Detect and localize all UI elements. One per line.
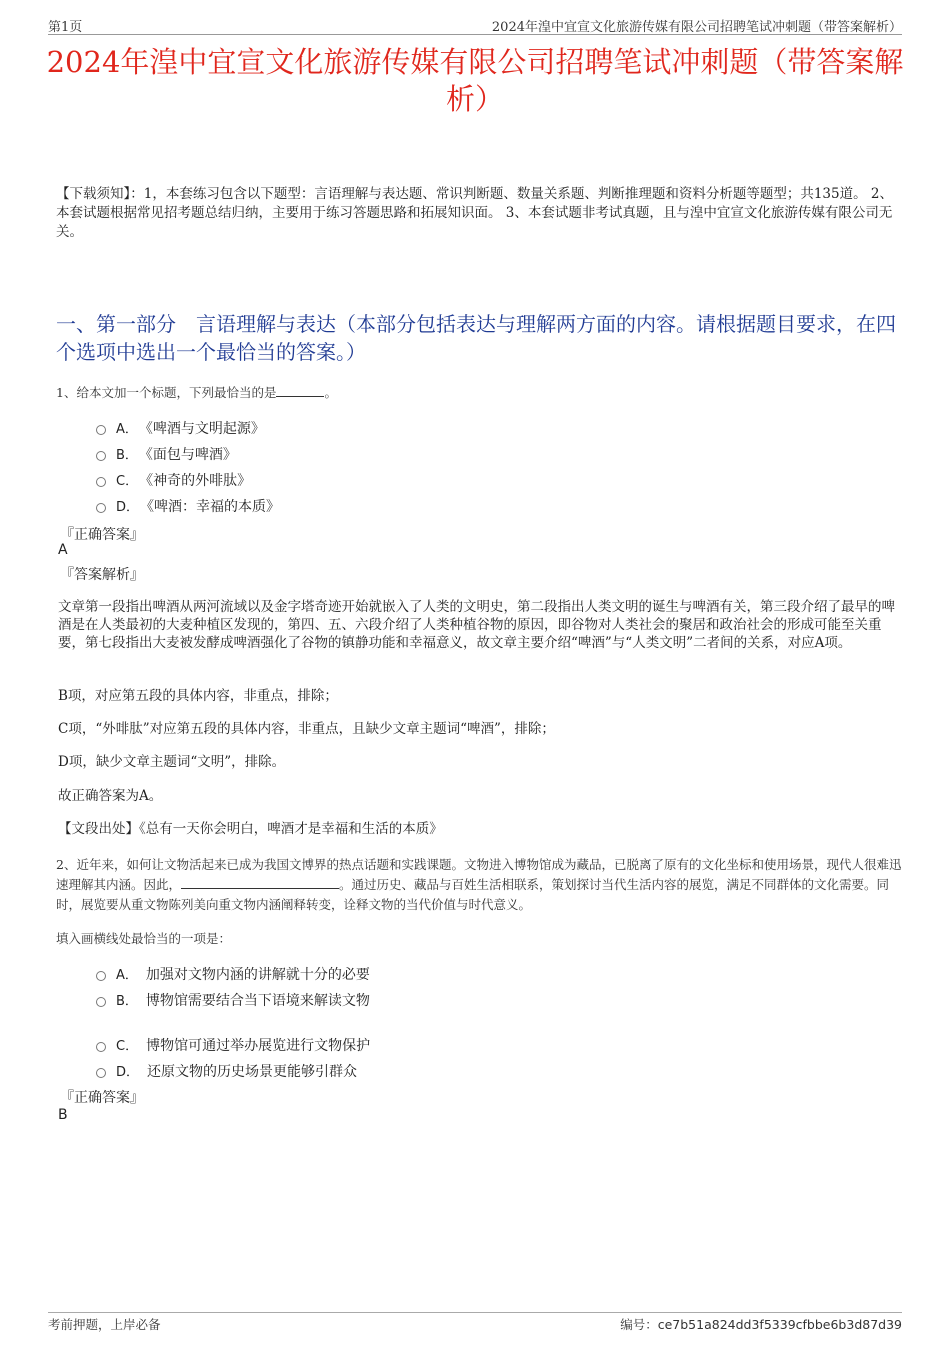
page-number: 第1页	[48, 20, 83, 35]
answer-label: 『正确答案』	[60, 1090, 144, 1106]
option-a[interactable]: A． 加强对文物内涵的讲解就十分的必要	[96, 964, 370, 984]
footer-code: 编号：ce7b51a824dd3f5339cfbbe6b3d87d39	[620, 1317, 902, 1332]
download-notice: 【下载须知】：1，本套练习包含以下题型：言语理解与表达题、常识判断题、数量关系题、判断推理题和资料分析题等题型；共135道。 2、本套试题根据常见招考题总结归纳，主要用于练习答题思路和拓展知识面。 3、本套试题非考试真题，且与湟中宜宣文化旅游传媒有限公司无关。	[56, 186, 893, 240]
radio-icon[interactable]	[96, 971, 106, 981]
radio-icon[interactable]	[96, 477, 106, 487]
source-citation: 【文段出处】《总有一天你会明白，啤酒才是幸福和生活的本质》	[58, 821, 443, 837]
footer-slogan: 考前押题，上岸必备	[48, 1317, 161, 1332]
answer-value: B	[58, 1107, 68, 1123]
analysis-paragraph: D项，缺少文章主题词“文明”，排除。	[58, 754, 286, 770]
analysis-paragraph: B项，对应第五段的具体内容，非重点，排除；	[58, 688, 338, 704]
section-heading: 一、第一部分 言语理解与表达（本部分包括表达与理解两方面的内容。请根据题目要求，在四个选项中选出一个最恰当的答案。）	[56, 312, 896, 364]
header-doc-title: 2024年湟中宜宣文化旅游传媒有限公司招聘笔试冲刺题（带答案解析）	[491, 20, 902, 35]
option-d[interactable]: D． 还原文物的历史场景更能够引群众	[96, 1061, 357, 1081]
page-header	[48, 14, 902, 35]
answer-value: A	[58, 542, 68, 558]
radio-icon[interactable]	[96, 451, 106, 461]
analysis-paragraph: 文章第一段指出啤酒从两河流域以及金字塔奇迹开始就嵌入了人类的文明史，第二段指出人类文明的诞生与啤酒有关，第三段介绍了最早的啤酒是在人类最初的大麦种植区发现的，第四、五、六段介绍了人类种植谷物的原因，即谷物对人类社会的聚居和政治社会的形成可能至关重要，第七段指出大麦被发酵成啤酒强化了谷物的镇静功能和幸福意义，故文章主要介绍“啤酒”与“人类文明”二者间的关系，对应A项。	[58, 599, 895, 651]
option-d[interactable]: D． 《啤酒：幸福的本质》	[96, 496, 280, 516]
page-footer	[48, 1312, 902, 1333]
question-2-stem: 2、近年来，如何让文物活起来已成为我国文博界的热点话题和实践课题。文物进入博物馆成为藏品，已脱离了原有的文化坐标和使用场景，现代人很难迅速理解其内涵。因此， 。通过历史、藏品与百姓生活相联系，策划探讨当代生活内容的展览，满足不同群体的文化需要。同时，展览要从重文物陈列美向重文物内涵阐释转变，诠释文物的当代价值与时代意义。	[56, 857, 902, 912]
option-b[interactable]: B． 博物馆需要结合当下语境来解读文物	[96, 990, 370, 1010]
question-1-stem: 1、给本文加一个标题，下列最恰当的是 。	[56, 385, 337, 400]
answer-label: 『正确答案』	[60, 527, 144, 543]
analysis-label: 『答案解析』	[60, 567, 144, 583]
option-a[interactable]: A． 《啤酒与文明起源》	[96, 418, 265, 438]
option-b[interactable]: B． 《面包与啤酒》	[96, 444, 237, 464]
question-2-prompt: 填入画横线处最恰当的一项是：	[56, 931, 232, 946]
analysis-paragraph: C项，“外啡肽”对应第五段的具体内容，非重点，且缺少文章主题词“啤酒”，排除；	[58, 721, 555, 737]
answer-blank	[276, 396, 324, 397]
radio-icon[interactable]	[96, 1042, 106, 1052]
document-title: 2024年湟中宜宣文化旅游传媒有限公司招聘笔试冲刺题（带答案解析）	[46, 45, 904, 116]
answer-blank	[181, 888, 339, 889]
radio-icon[interactable]	[96, 503, 106, 513]
radio-icon[interactable]	[96, 1068, 106, 1078]
analysis-paragraph: 故正确答案为A。	[58, 788, 163, 804]
radio-icon[interactable]	[96, 425, 106, 435]
option-c[interactable]: C． 《神奇的外啡肽》	[96, 470, 251, 490]
option-c[interactable]: C． 博物馆可通过举办展览进行文物保护	[96, 1035, 370, 1055]
radio-icon[interactable]	[96, 997, 106, 1007]
